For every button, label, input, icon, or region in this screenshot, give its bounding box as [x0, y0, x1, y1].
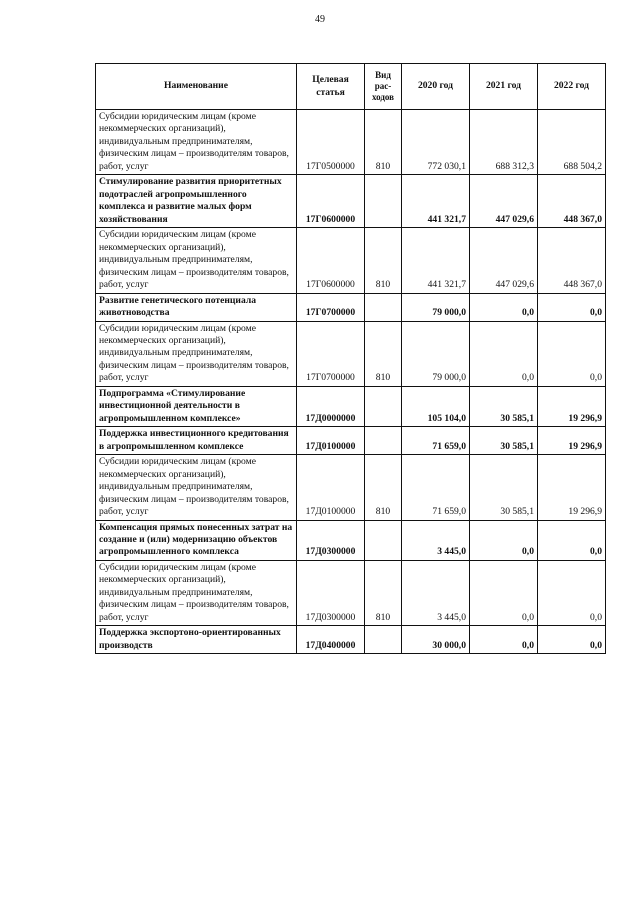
table-row: [96, 427, 606, 455]
header-name: Наименование: [96, 64, 297, 110]
row-expense-kind: 810: [365, 110, 402, 175]
row-2021: 30 585,1: [470, 386, 538, 426]
table-row: [96, 228, 606, 293]
row-2020: 79 000,0: [402, 321, 470, 386]
row-target-article: 17Д0300000: [297, 560, 365, 625]
row-target-article: 17Г0700000: [297, 293, 365, 321]
row-2021: 0,0: [470, 520, 538, 560]
row-name: Компенсация прямых понесенных затрат на создание и (или) модернизацию объектов агропромышленного комплекса: [96, 520, 297, 560]
page-number: 49: [315, 14, 325, 25]
row-name: Развитие генетического потенциала животноводства: [96, 293, 297, 321]
row-2020: 772 030,1: [402, 110, 470, 175]
header-expense-kind: Вид рас-ходов: [365, 64, 402, 110]
row-name: Субсидии юридическим лицам (кроме некоммерческих организаций), индивидуальным предпринимателям, физическим лицам – производителям товаров, работ, услуг: [96, 560, 297, 625]
table-row: [96, 321, 606, 386]
row-expense-kind: [365, 520, 402, 560]
row-2022: 0,0: [538, 293, 606, 321]
row-expense-kind: 810: [365, 455, 402, 520]
row-2021: 0,0: [470, 560, 538, 625]
row-2021: 0,0: [470, 321, 538, 386]
table-row: [96, 293, 606, 321]
row-2022: 0,0: [538, 520, 606, 560]
row-2020: 3 445,0: [402, 560, 470, 625]
row-target-article: 17Д0100000: [297, 427, 365, 455]
row-2020: 79 000,0: [402, 293, 470, 321]
row-2020: 3 445,0: [402, 520, 470, 560]
row-2022: 0,0: [538, 321, 606, 386]
header-2021: 2021 год: [470, 64, 538, 110]
table-row: [96, 386, 606, 426]
row-2022: 19 296,9: [538, 455, 606, 520]
row-expense-kind: 810: [365, 560, 402, 625]
row-expense-kind: [365, 626, 402, 654]
row-target-article: 17Г0700000: [297, 321, 365, 386]
row-name: Субсидии юридическим лицам (кроме некоммерческих организаций), индивидуальным предпринимателям, физическим лицам – производителям товаров, работ, услуг: [96, 321, 297, 386]
row-2020: 441 321,7: [402, 228, 470, 293]
table-header-row: [96, 64, 606, 110]
row-expense-kind: 810: [365, 228, 402, 293]
row-2020: 441 321,7: [402, 175, 470, 228]
row-2022: 19 296,9: [538, 427, 606, 455]
row-2020: 30 000,0: [402, 626, 470, 654]
table-row: [96, 520, 606, 560]
table-row: [96, 560, 606, 625]
header-target-article: Целевая статья: [297, 64, 365, 110]
row-target-article: 17Д0100000: [297, 455, 365, 520]
row-expense-kind: [365, 175, 402, 228]
row-2021: 447 029,6: [470, 175, 538, 228]
row-target-article: 17Г0600000: [297, 228, 365, 293]
row-expense-kind: [365, 427, 402, 455]
header-2020: 2020 год: [402, 64, 470, 110]
row-2022: 0,0: [538, 626, 606, 654]
row-name: Субсидии юридическим лицам (кроме некоммерческих организаций), индивидуальным предпринимателям, физическим лицам – производителям товаров, работ, услуг: [96, 455, 297, 520]
row-2021: 688 312,3: [470, 110, 538, 175]
row-2020: 71 659,0: [402, 455, 470, 520]
row-2022: 448 367,0: [538, 228, 606, 293]
row-2021: 0,0: [470, 293, 538, 321]
table-row: [96, 110, 606, 175]
row-2021: 30 585,1: [470, 427, 538, 455]
row-2021: 30 585,1: [470, 455, 538, 520]
row-expense-kind: [365, 386, 402, 426]
row-2022: 0,0: [538, 560, 606, 625]
table-row: [96, 455, 606, 520]
row-2022: 448 367,0: [538, 175, 606, 228]
row-name: Стимулирование развития приоритетных подотраслей агропромышленного комплекса и развитие малых форм хозяйствования: [96, 175, 297, 228]
row-2022: 19 296,9: [538, 386, 606, 426]
row-expense-kind: [365, 293, 402, 321]
row-2021: 0,0: [470, 626, 538, 654]
row-expense-kind: 810: [365, 321, 402, 386]
row-target-article: 17Г0600000: [297, 175, 365, 228]
row-target-article: 17Д0300000: [297, 520, 365, 560]
table-row: [96, 626, 606, 654]
row-2021: 447 029,6: [470, 228, 538, 293]
row-target-article: 17Д0000000: [297, 386, 365, 426]
budget-table: [95, 63, 606, 654]
row-name: Поддержка экспортоно-ориентированных производств: [96, 626, 297, 654]
table-row: [96, 175, 606, 228]
row-2020: 71 659,0: [402, 427, 470, 455]
row-name: Подпрограмма «Стимулирование инвестиционной деятельности в агропромышленном комплексе»: [96, 386, 297, 426]
row-2022: 688 504,2: [538, 110, 606, 175]
row-target-article: 17Д0400000: [297, 626, 365, 654]
row-2020: 105 104,0: [402, 386, 470, 426]
row-name: Субсидии юридическим лицам (кроме некоммерческих организаций), индивидуальным предпринимателям, физическим лицам – производителям товаров, работ, услуг: [96, 228, 297, 293]
row-name: Поддержка инвестиционного кредитования в агропромышленном комплексе: [96, 427, 297, 455]
row-name: Субсидии юридическим лицам (кроме некоммерческих организаций), индивидуальным предпринимателям, физическим лицам – производителям товаров, работ, услуг: [96, 110, 297, 175]
header-2022: 2022 год: [538, 64, 606, 110]
row-target-article: 17Г0500000: [297, 110, 365, 175]
